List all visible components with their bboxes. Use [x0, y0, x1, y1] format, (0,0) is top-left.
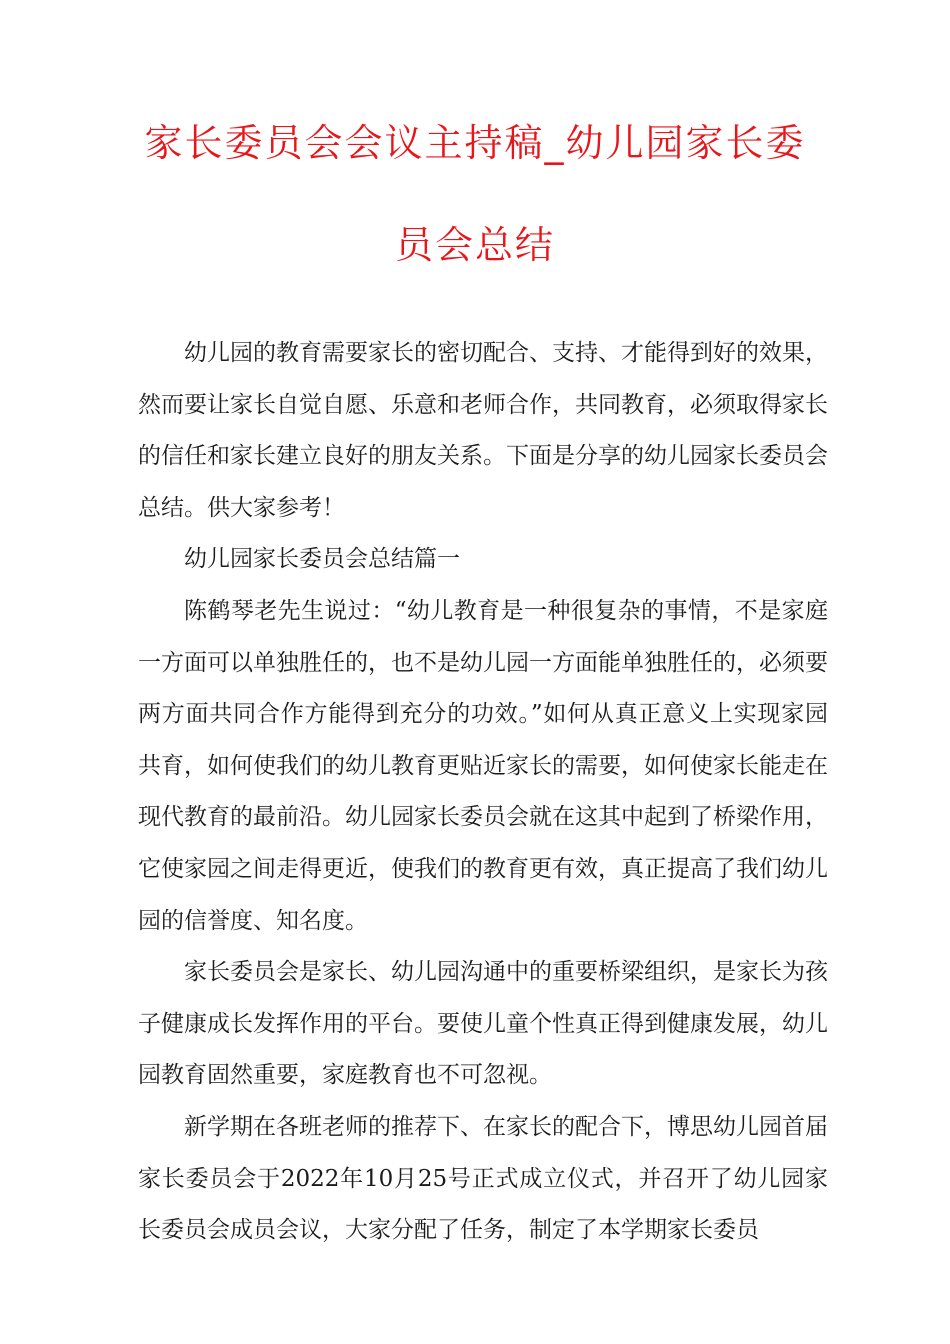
- document-title-line-1: 家长委员会会议主持稿_幼儿园家长委: [144, 121, 806, 165]
- document-body: [138, 328, 828, 1257]
- paragraph-new-term: 新学期在各班老师的推荐下、在家长的配合下，博思幼儿园首届家长委员会于2022年10月25号正式成立仪式，并召开了幼儿园家长委员会成员会议，大家分配了任务，制定了本学期家长委员: [138, 1113, 828, 1244]
- section-heading: 幼儿园家长委员会总结篇一: [184, 546, 460, 573]
- paragraph-intro: 幼儿园的教育需要家长的密切配合、支持、才能得到好的效果，然而要让家长自觉自愿、乐意和老师合作，共同教育，必须取得家长的信任和家长建立良好的朋友关系。下面是分享的幼儿园家长委员会总结。供大家参考！: [138, 340, 828, 521]
- document-title-line-2: 员会总结: [394, 223, 555, 267]
- paragraph-committee: 家长委员会是家长、幼儿园沟通中的重要桥梁组织，是家长为孩子健康成长发挥作用的平台。要使儿童个性真正得到健康发展，幼儿园教育固然重要，家庭教育也不可忽视。: [138, 959, 828, 1089]
- paragraph-quote: 陈鹤琴老先生说过：“幼儿教育是一种很复杂的事情，不是家庭一方面可以单独胜任的，也不是幼儿园一方面能单独胜任的，必须要两方面共同合作方能得到充分的功效。”如何从真正意义上实现家园共育，如何使我们的幼儿教育更贴近家长的需要，如何使家长能走在现代教育的最前沿。幼儿园家长委员会就在这其中起到了桥梁作用，它使家园之间走得更近，使我们的教育更有效，真正提高了我们幼儿园的信誉度、知名度。: [138, 597, 828, 934]
